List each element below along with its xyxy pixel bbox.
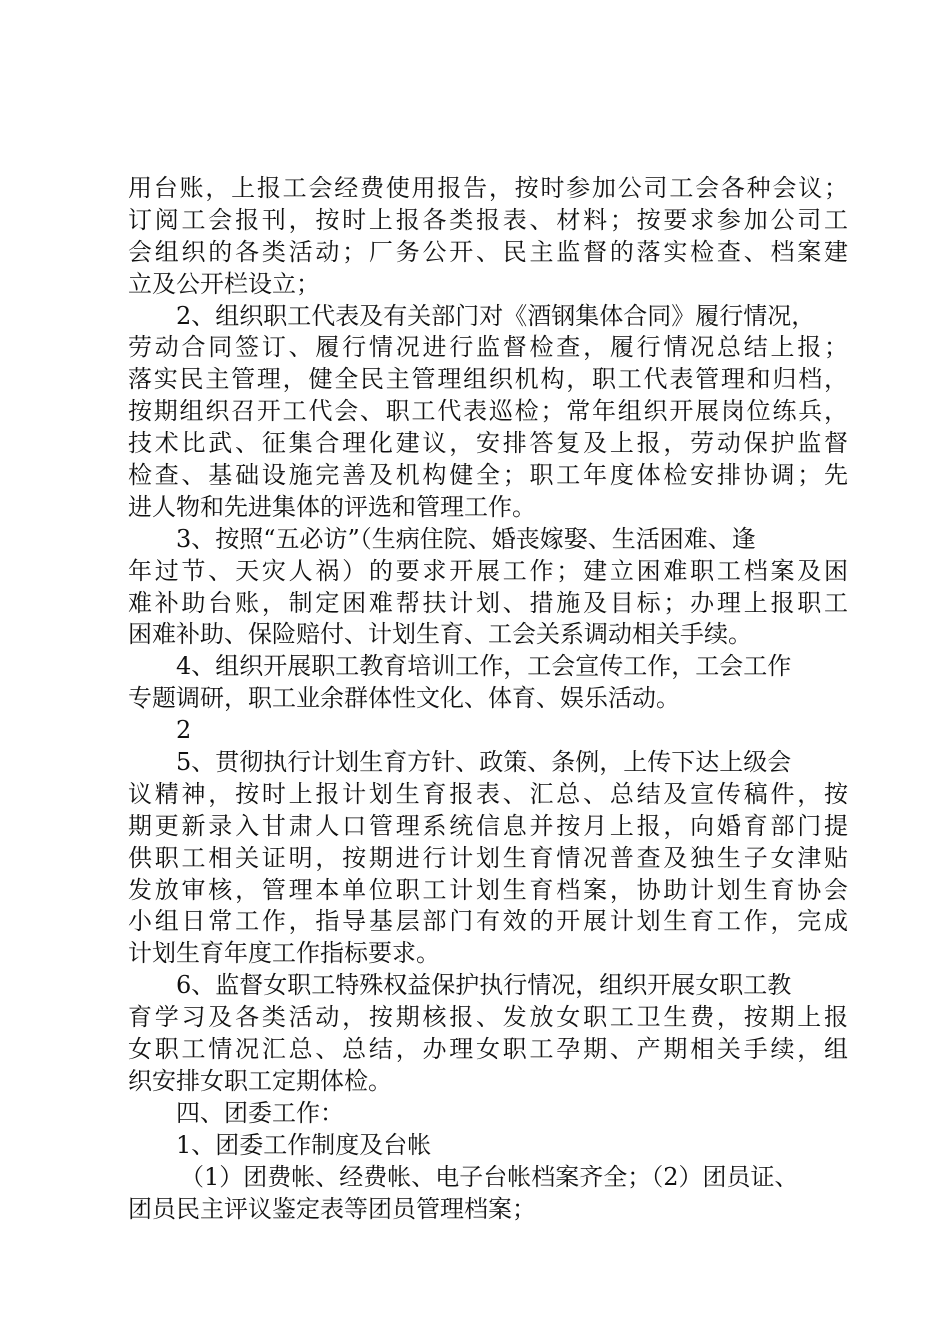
text-line: 订阅工会报刊，按时上报各类报表、材料；按要求参加公司工 xyxy=(128,205,848,234)
text-line: 检查、基础设施完善及机构健全；职工年度体检安排协调；先 xyxy=(128,461,848,490)
text-line: 专题调研，职工业余群体性文化、体育、娱乐活动。 xyxy=(128,684,680,713)
text-line: 年过节、天灾人祸）的要求开展工作；建立困难职工档案及困 xyxy=(128,556,848,585)
text-line: 计划生育年度工作指标要求。 xyxy=(128,939,440,968)
text-line: 落实民主管理，健全民主管理组织机构，职工代表管理和归档， xyxy=(128,365,848,394)
text-line: 进人物和先进集体的评选和管理工作。 xyxy=(128,492,536,521)
paragraph-start-line: 3、按照“五必访”（生病住院、婚丧嫁娶、生活困难、逢 xyxy=(176,524,756,553)
text-line: 发放审核，管理本单位职工计划生育档案，协助计划生育协会 xyxy=(128,875,848,904)
text-line: 期更新录入甘肃人口管理系统信息并按月上报，向婚育部门提 xyxy=(128,811,848,840)
text-line: 小组日常工作，指导基层部门有效的开展计划生育工作，完成 xyxy=(128,907,848,936)
paragraph-start-line: 5、贯彻执行计划生育方针、政策、条例，上传下达上级会 xyxy=(176,748,792,777)
paragraph-start-line: 4、组织开展职工教育培训工作，工会宣传工作，工会工作 xyxy=(176,652,792,681)
page-number: 2 xyxy=(176,716,192,745)
text-line: 会组织的各类活动；厂务公开、民主监督的落实检查、档案建 xyxy=(128,237,848,266)
paragraph-start-line: 2、组织职工代表及有关部门对《酒钢集体合同》履行情况， xyxy=(176,301,816,330)
text-line: 议精神，按时上报计划生育报表、汇总、总结及宣传稿件，按 xyxy=(128,779,848,808)
subsection-heading: 1、团委工作制度及台帐 xyxy=(176,1130,432,1159)
text-line: 用台账，上报工会经费使用报告，按时参加公司工会各种会议； xyxy=(128,174,848,202)
text-line: 困难补助、保险赔付、计划生育、工会关系调动相关手续。 xyxy=(128,620,752,649)
section-heading: 四、团委工作： xyxy=(176,1098,344,1127)
paragraph-start-line: 6、监督女职工特殊权益保护执行情况，组织开展女职工教 xyxy=(176,971,792,1000)
paragraph-start-line: （1）团费帐、经费帐、电子台帐档案齐全；（2）团员证、 xyxy=(180,1162,799,1191)
text-line: 团员民主评议鉴定表等团员管理档案； xyxy=(128,1194,536,1223)
text-line: 织安排女职工定期体检。 xyxy=(128,1066,392,1095)
text-line: 技术比武、征集合理化建议，安排答复及上报，劳动保护监督 xyxy=(128,429,848,458)
text-line: 立及公开栏设立； xyxy=(128,269,320,298)
text-line: 劳动合同签订、履行情况进行监督检查，履行情况总结上报； xyxy=(128,333,848,362)
text-line: 难补助台账，制定困难帮扶计划、措施及目标；办理上报职工 xyxy=(128,588,848,617)
text-line: 按期组织召开工代会、职工代表巡检；常年组织开展岗位练兵， xyxy=(128,397,848,426)
text-line: 育学习及各类活动，按期核报、发放女职工卫生费，按期上报 xyxy=(128,1003,848,1032)
document-body xyxy=(128,173,848,1225)
text-line: 女职工情况汇总、总结，办理女职工孕期、产期相关手续，组 xyxy=(128,1035,848,1064)
text-line: 供职工相关证明，按期进行计划生育情况普查及独生子女津贴 xyxy=(128,843,848,872)
